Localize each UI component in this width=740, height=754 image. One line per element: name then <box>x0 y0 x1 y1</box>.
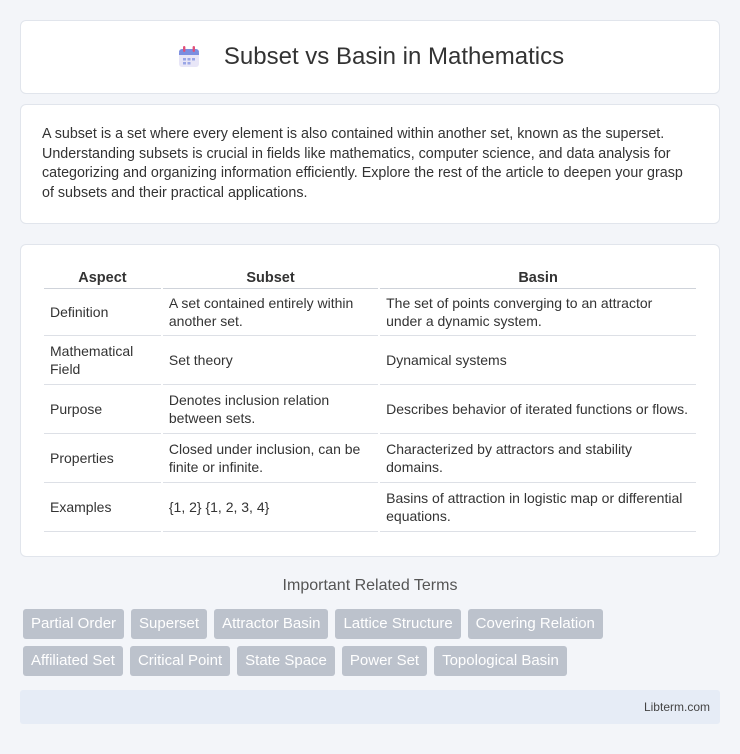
table-cell: {1, 2} {1, 2, 3, 4} <box>163 483 378 532</box>
intro-card <box>20 104 720 224</box>
table-cell: Characterized by attractors and stability domains. <box>380 434 696 483</box>
footer-brand-link[interactable]: Libterm.com <box>643 700 710 714</box>
header-card <box>20 20 720 94</box>
tag-state-space[interactable]: State Space <box>237 646 335 676</box>
table-cell: Properties <box>44 434 161 483</box>
table-row <box>44 434 696 483</box>
table-cell: Purpose <box>44 385 161 434</box>
table-cell: The set of points converging to an attractor under a dynamic system. <box>380 289 696 336</box>
table-cell: Definition <box>44 289 161 336</box>
tag-lattice-structure[interactable]: Lattice Structure <box>335 609 460 639</box>
related-terms-tags <box>23 609 723 683</box>
comparison-table <box>42 265 698 532</box>
intro-paragraph: A subset is a set where every element is also contained within another set, known as the superset. Understanding subsets is crucial in fields like mathematics, computer science, and data analysis for categorizing and organizing information efficiently. Explore the rest of the article to deepen your grasp of subsets and their practical applications. <box>42 126 683 201</box>
table-row <box>44 336 696 385</box>
comparison-card <box>20 244 720 557</box>
tag-superset[interactable]: Superset <box>131 609 207 639</box>
related-terms-title: Important Related Terms <box>282 577 458 594</box>
footer <box>20 690 720 724</box>
tag-power-set[interactable]: Power Set <box>342 646 427 676</box>
tag-row <box>23 646 723 676</box>
page-title: Subset vs Basin in Mathematics <box>223 43 565 70</box>
tag-row <box>23 609 723 639</box>
table-cell: Basins of attraction in logistic map or differential equations. <box>380 483 696 532</box>
header-basin: Basin <box>380 265 696 289</box>
table-row <box>44 385 696 434</box>
table-cell: Denotes inclusion relation between sets. <box>163 385 378 434</box>
table-cell: Mathematical Field <box>44 336 161 385</box>
table-cell: Closed under inclusion, can be finite or infinite. <box>163 434 378 483</box>
table-cell: Set theory <box>163 336 378 385</box>
tag-affiliated-set[interactable]: Affiliated Set <box>23 646 123 676</box>
table-cell: A set contained entirely within another set. <box>163 289 378 336</box>
tag-critical-point[interactable]: Critical Point <box>130 646 230 676</box>
tag-covering-relation[interactable]: Covering Relation <box>468 609 603 639</box>
tag-topological-basin[interactable]: Topological Basin <box>434 646 567 676</box>
table-header-row <box>44 265 696 289</box>
header-subset: Subset <box>163 265 378 289</box>
table-cell: Examples <box>44 483 161 532</box>
tag-partial-order[interactable]: Partial Order <box>23 609 124 639</box>
header-aspect: Aspect <box>44 265 161 289</box>
calendar-icon <box>176 44 202 70</box>
table-row <box>44 483 696 532</box>
tag-attractor-basin[interactable]: Attractor Basin <box>214 609 328 639</box>
table-cell: Describes behavior of iterated functions or flows. <box>380 385 696 434</box>
table-row <box>44 289 696 336</box>
table-cell: Dynamical systems <box>380 336 696 385</box>
